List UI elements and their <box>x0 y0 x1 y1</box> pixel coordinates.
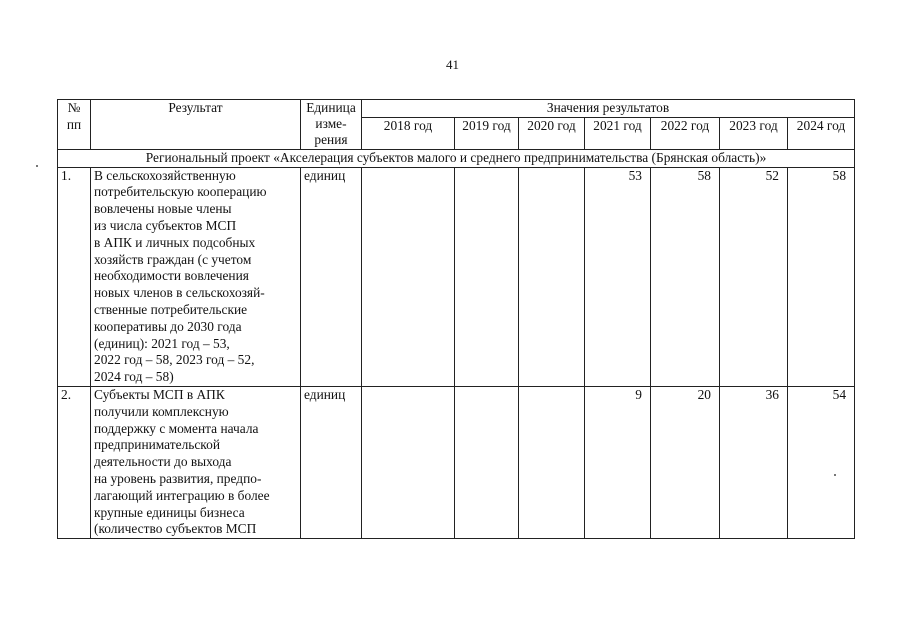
scan-speck <box>834 474 836 476</box>
page-number: 41 <box>446 57 459 72</box>
header-result: Результат <box>91 100 301 150</box>
header-year: 2021 год <box>585 117 651 149</box>
header-year: 2020 год <box>519 117 585 149</box>
value-cell <box>362 386 455 538</box>
header-year: 2023 год <box>720 117 788 149</box>
value-cell: 53 <box>585 167 651 386</box>
value-cell <box>519 386 585 538</box>
project-title: Региональный проект «Акселерация субъектов малого и среднего предпринимательства (Брянская область)» <box>58 149 855 167</box>
row-num: 1. <box>58 167 91 386</box>
value-cell: 58 <box>651 167 720 386</box>
table-row <box>58 167 855 386</box>
value-cell: 58 <box>788 167 855 386</box>
value-cell: 52 <box>720 167 788 386</box>
header-unit: Единица изме- рения <box>301 100 362 150</box>
value-cell <box>455 167 519 386</box>
table-row <box>58 386 855 538</box>
value-cell: 9 <box>585 386 651 538</box>
row-result: Субъекты МСП в АПК получили комплексную поддержку с момента начала предпринимательской деятельности до выхода на уровень развития, предпо- лагающий интеграцию в более крупные единицы бизнеса (количество субъектов МСП <box>91 386 301 538</box>
row-result: В сельскохозяйственную потребительскую кооперацию вовлечены новые члены из числа субъектов МСП в АПК и личных подсобных хозяйств граждан (с учетом необходимости вовлечения новых членов в сельскохозяй- ственные потребительские кооперативы до 2030 года (единиц): 2021 год – 53, 2022 год – 58, 2023 год – 52, 2024 год – 58) <box>91 167 301 386</box>
project-row <box>58 149 855 167</box>
header-year: 2018 год <box>362 117 455 149</box>
row-unit: единиц <box>301 167 362 386</box>
header-num: № пп <box>58 100 91 150</box>
row-num: 2. <box>58 386 91 538</box>
header-year: 2022 год <box>651 117 720 149</box>
value-cell <box>519 167 585 386</box>
header-year: 2019 год <box>455 117 519 149</box>
value-cell <box>362 167 455 386</box>
value-cell <box>455 386 519 538</box>
results-table <box>57 99 855 539</box>
value-cell: 20 <box>651 386 720 538</box>
scan-speck <box>36 165 38 167</box>
header-year: 2024 год <box>788 117 855 149</box>
value-cell: 36 <box>720 386 788 538</box>
value-cell: 54 <box>788 386 855 538</box>
header-values-group: Значения результатов <box>362 100 855 118</box>
header-row-1 <box>58 100 855 118</box>
row-unit: единиц <box>301 386 362 538</box>
